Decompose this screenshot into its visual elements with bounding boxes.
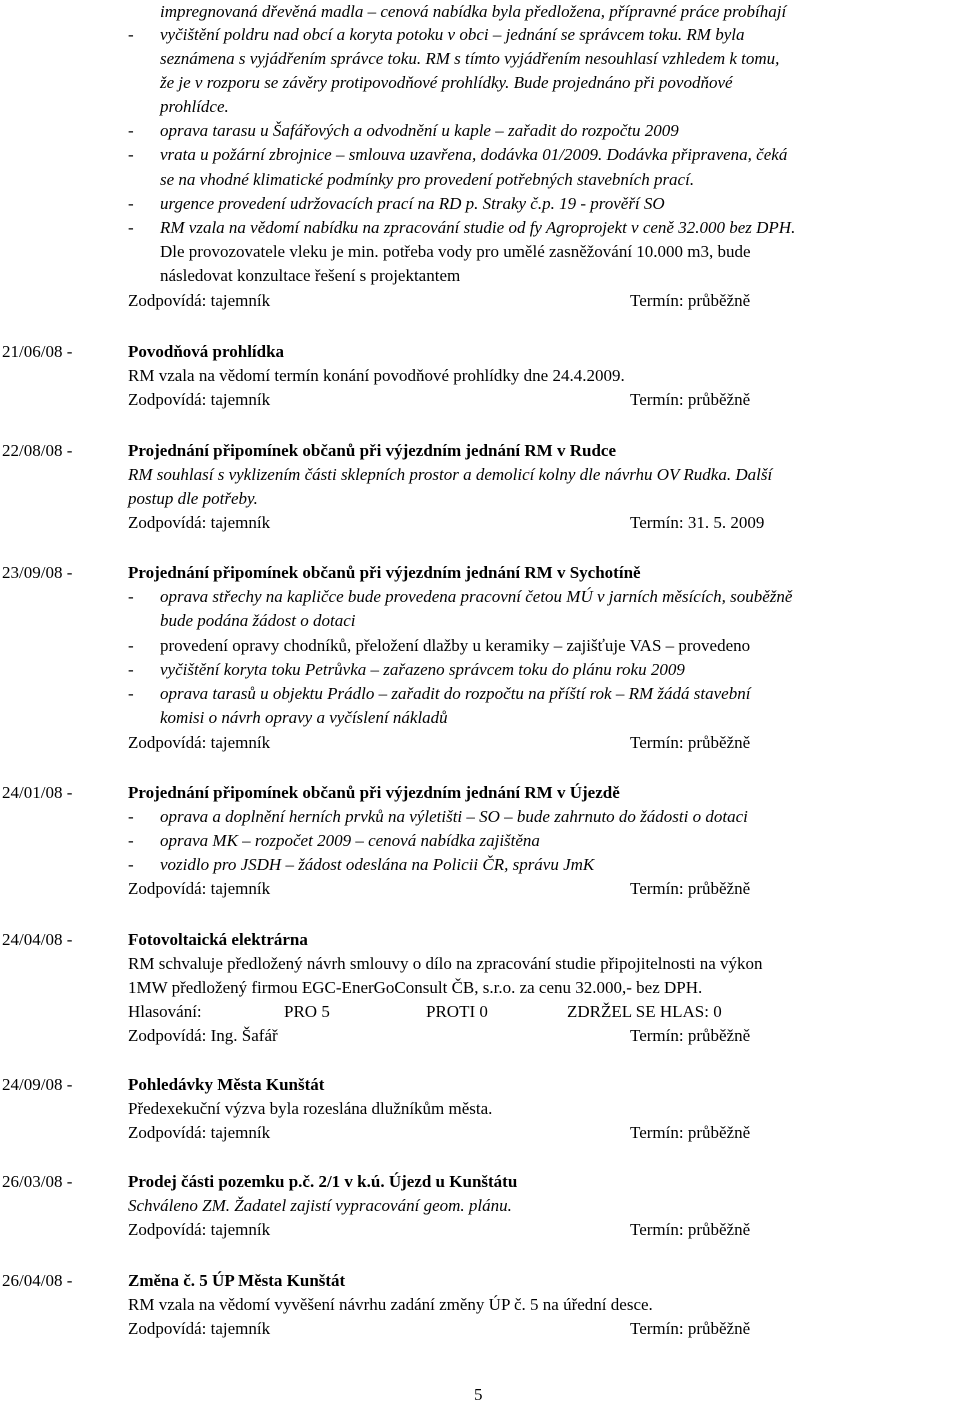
text-line: prohlídce. [160,97,229,116]
bullet-line: - urgence provedení udržovacích prací na RD p. Straky č.p. 19 - prověří SO [128,194,665,213]
vote-row [0,1000,960,1025]
responsibility-row [0,1218,960,1243]
item-date: 26/03/08 - [2,1172,73,1191]
item-body-line: Schváleno ZM. Žadatel zajistí vypracování geom. plánu. [128,1196,512,1215]
bullet-line: - oprava tarasu u Šafářových a odvodnění u kaple – zařadit do rozpočtu 2009 [128,121,679,140]
item-body-line: 1MW předložený firmou EGC-EnerGoConsult ČB, s.r.o. za cenu 32.000,- bez DPH. [128,978,703,997]
item-title: Projednání připomínek občanů při výjezdním jednání RM v Újezdě [128,783,620,802]
bullet-text: provedení opravy chodníků, přeložení dlažby u keramiky – zajišťuje VAS – provedeno [160,636,751,655]
responsible-label: Zodpovídá: tajemník [128,1123,271,1142]
deadline-label: Termín: průběžně [630,1319,751,1338]
responsibility-row [0,289,960,314]
responsibility-row [0,877,960,902]
vote-proti: PROTI 0 [426,1002,488,1021]
vote-abstain: ZDRŽEL SE HLAS: 0 [567,1002,722,1021]
item-body-line: RM schvaluje předložený návrh smlouvy o dílo na zpracování studie připojitelnosti na výkon [128,954,763,973]
item-date: 26/04/08 - [2,1271,73,1290]
item-title: Povodňová prohlídka [128,342,285,361]
deadline-label: Termín: průběžně [630,733,751,752]
vote-pro: PRO 5 [284,1002,330,1021]
responsibility-row [0,1121,960,1146]
bullet-text: vyčištění koryta toku Petrůvka – zařazeno správcem toku do plánu roku 2009 [160,660,685,679]
bullet-text: oprava tarasů u objektu Prádlo – zařadit do rozpočtu na příští rok – RM žádá stavební [160,684,751,703]
bullet-line: - vrata u požární zbrojnice – smlouva uzavřena, dodávka 01/2009. Dodávka připravena, čeká [128,145,788,164]
item-body-line: postup dle potřeby. [128,489,258,508]
deadline-label: Termín: průběžně [630,1220,751,1239]
item-title: Pohledávky Města Kunštát [128,1075,325,1094]
text-line: se na vhodné klimatické podmínky pro provedení potřebných stavebních prací. [160,170,695,189]
responsible-label: Zodpovídá: tajemník [128,513,271,532]
text-line: následovat konzultace řešení s projektantem [160,266,461,285]
page-number: 5 [474,1385,483,1404]
item-body-line: RM souhlasí s vyklizením části sklepních prostor a demolicí kolny dle návrhu OV Rudka. Další [128,465,773,484]
responsibility-row [0,511,960,536]
item-date: 22/08/08 - [2,441,73,460]
deadline-label: Termín: průběžně [630,291,751,310]
item-body-line: Předexekuční výzva byla rozeslána dlužníkům města. [128,1099,493,1118]
item-title: Prodej části pozemku p.č. 2/1 v k.ú. Újezd u Kunštátu [128,1172,518,1191]
bullet-text: oprava a doplnění herních prvků na výletišti – SO – bude zahrnuto do žádosti o dotaci [160,807,748,826]
item-body-line: RM vzala na vědomí vyvěšení návrhu zadání změny ÚP č. 5 na úřední desce. [128,1295,653,1314]
responsible-label: Zodpovídá: tajemník [128,390,271,409]
bullet-line: - vyčištění poldru nad obcí a koryta potoku v obci – jednání se správcem toku. RM byla [128,25,745,44]
responsible-label: Zodpovídá: tajemník [128,879,271,898]
responsibility-row [0,1024,960,1049]
deadline-label: Termín: průběžně [630,879,751,898]
item-date: 21/06/08 - [2,342,73,361]
bullet-text: oprava střechy na kapličce bude provedena pracovní četou MÚ v jarních měsících, souběžně [160,587,793,606]
bullet-text: oprava MK – rozpočet 2009 – cenová nabídka zajištěna [160,831,540,850]
responsibility-row [0,388,960,413]
item-title: Změna č. 5 ÚP Města Kunštát [128,1271,346,1290]
item-title: Projednání připomínek občanů při výjezdním jednání RM v Sychotíně [128,563,641,582]
bullet-line: - RM vzala na vědomí nabídku na zpracování studie od fy Agroprojekt v ceně 32.000 bez DPH. [128,218,796,237]
responsible-label: Zodpovídá: tajemník [128,1319,271,1338]
responsibility-row [0,1317,960,1342]
vote-label: Hlasování: [128,1002,202,1021]
responsible-label: Zodpovídá: tajemník [128,733,271,752]
item-date: 24/01/08 - [2,783,73,802]
item-title: Fotovoltaická elektrárna [128,930,308,949]
deadline-label: Termín: průběžně [630,1026,751,1045]
item-date: 23/09/08 - [2,563,73,582]
deadline-label: Termín: 31. 5. 2009 [630,513,765,532]
item-body-line: RM vzala na vědomí termín konání povodňové prohlídky dne 24.4.2009. [128,366,625,385]
text-line: impregnovaná dřevěná madla – cenová nabídka byla předložena, přípravné práce probíhají [160,2,787,21]
responsible-label: Zodpovídá: tajemník [128,291,271,310]
text-line: seznámena s vyjádřením správce toku. RM s tímto vyjádřením nesouhlasí vzhledem k tomu, [160,49,780,68]
responsible-label: Zodpovídá: Ing. Šafář [128,1026,278,1045]
document-page: impregnovaná dřevěná madla – cenová nabídka byla předložena, přípravné práce probíhají - vyčištění poldru nad obcí a koryta potoku v obci – jednání se správcem toku. RM byla seznámena s vyjádřením správce toku. RM s tímto vyjádřením nesouhlasí vzhledem k tomu, že je v rozporu se závěry protipovodňové prohlídky. Bude projednáno při povodňové prohlídce. - oprava tarasu u Šafářových a odvodnění u kaple – zařadit do rozpočtu 2009 - vrata u požární zbrojnice – smlouva uzavřena, dodávka 01/2009. Dodávka připravena, čeká se na vhodné klimatické podmínky pro provedení potřebných stavebních prací. - urgence provedení udržovacích prací na RD p. Straky č.p. 19 - prověří SO - RM vzala na vědomí nabídku na zpracování studie od fy Agroprojekt v ceně 32.000 bez DPH. Dle provozovatele vleku je min. potřeba vody pro umělé zasněžování 10.000 m3, bude následovat konzultace řešení s projektantem Zodpovídá: tajemník Termín: průběžně 21/06/08 - Povodňová prohlídka RM vzala na vědomí termín konání povodňové prohlídky dne 24.4.2009. Zodpovídá: tajemník Termín: průběžně 22/08/08 - Projednání připomínek občanů při výjezdním jednání RM v Rudce RM souhlasí s vyklizením části sklepních prostor a demolicí kolny dle návrhu OV Rudka. Další postup dle potřeby. Zodpovídá: tajemník Termín: 31. 5. 2009 23/09/08 - Projednání připomínek občanů při výjezdním jednání RM v Sychotíně - oprava střechy na kapličce bude provedena pracovní četou MÚ v jarních měsících, souběžně bude podána žádost o dotaci - provedení opravy chodníků, přeložení dlažby u keramiky – zajišťuje VAS – provedeno - vyčištění koryta toku Petrůvka – zařazeno správcem toku do plánu roku 2009 - oprava tarasů u objektu Prádlo – zařadit do rozpočtu na příští rok – RM žádá stavební komisi o návrh opravy a vyčíslení nákladů Zodpovídá: tajemník Termín: průběžně 24/01/08 - Projednání připomínek občanů při výjezdním jednání RM v Újezdě - oprava a doplnění herních prvků na výletišti – SO – bude zahrnuto do žádosti o dotaci - oprava MK – rozpočet 2009 – cenová nabídka zajištěna - vozidlo pro JSDH – žádost odeslána na Policii ČR, správu JmK Zodpovídá: tajemník Termín: průběžně 24/04/08 - Fotovoltaická elektrárna RM schvaluje předložený návrh smlouvy o dílo na zpracování studie připojitelnosti na výkon 1MW předložený firmou EGC-EnerGoConsult ČB, s.r.o. za cenu 32.000,- bez DPH. Hlasování: PRO 5 PROTI 0 ZDRŽEL SE HLAS: 0 Zodpovídá: Ing. Šafář Termín: průběžně 24/09/08 - Pohledávky Města Kunštát Předexekuční výzva byla rozeslána dlužníkům města. Zodpovídá: tajemník Termín: průběžně 26/03/08 - Prodej části pozemku p.č. 2/1 v k.ú. Újezd u Kunštátu Schváleno ZM. Žadatel zajistí vypracování geom. plánu. Zodpovídá: tajemník Termín: průběžně 26/04/08 - Změna č. 5 ÚP Města Kunštát RM vzala na vědomí vyvěšení návrhu zadání změny ÚP č. 5 na úřední desce. Zodpovídá: tajemník Termín: průběžně 5 [0,0,960,1403]
responsible-label: Zodpovídá: tajemník [128,1220,271,1239]
text-line: Dle provozovatele vleku je min. potřeba vody pro umělé zasněžování 10.000 m3, bude [160,242,751,261]
item-date: 24/04/08 - [2,930,73,949]
bullet-text: vozidlo pro JSDH – žádost odeslána na Policii ČR, správu JmK [160,855,595,874]
responsibility-row [0,731,960,756]
item-title: Projednání připomínek občanů při výjezdním jednání RM v Rudce [128,441,617,460]
deadline-label: Termín: průběžně [630,390,751,409]
deadline-label: Termín: průběžně [630,1123,751,1142]
bullet-text: komisi o návrh opravy a vyčíslení nákladů [160,708,448,727]
bullet-text: bude podána žádost o dotaci [160,611,356,630]
item-date: 24/09/08 - [2,1075,73,1094]
text-line: že je v rozporu se závěry protipovodňové prohlídky. Bude projednáno při povodňové [160,73,733,92]
